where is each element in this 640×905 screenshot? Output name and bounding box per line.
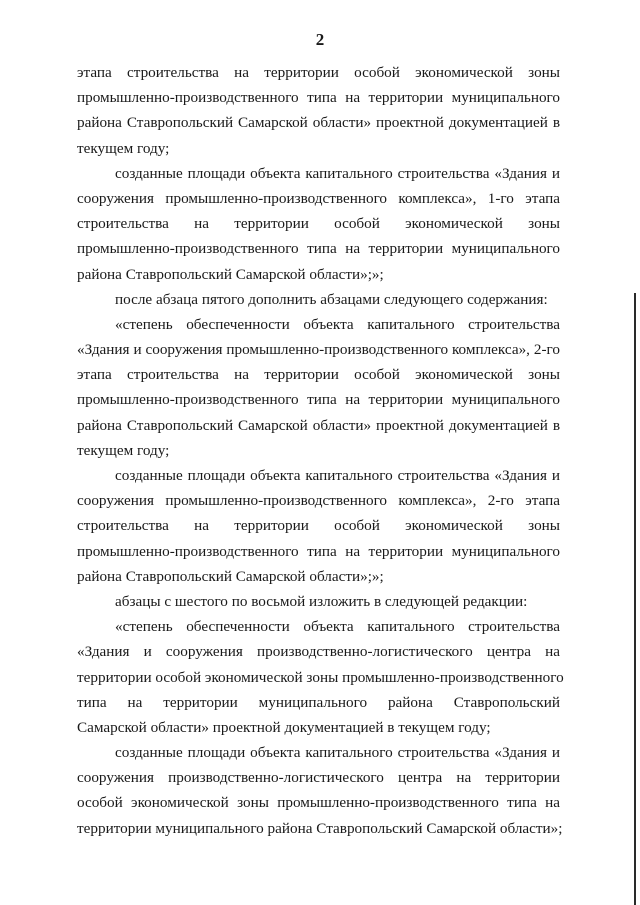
text-line: «Здания и сооружения производственно-логистического центра на [77,643,560,661]
text-line: «степень обеспеченности объекта капитального строительства [115,618,560,636]
text-line: «степень обеспеченности объекта капитального строительства [115,315,560,333]
text-line: промышленно-производственного типа на территории муниципального [77,542,560,560]
text-line: района Ставропольский Самарской области»;»; [77,265,384,283]
text-line: промышленно-производственного типа на территории муниципального [77,391,560,409]
text-line: этапа строительства на территории особой экономической зоны [77,64,560,81]
text-line: созданные площади объекта капитального строительства «Здания и [115,164,560,182]
page-number: 2 [315,30,325,49]
text-line: строительства на территории особой экономической зоны [77,215,560,233]
text-line: текущем году; [77,441,170,459]
text-line: сооружения производственно-логистического центра на территории [77,769,560,787]
text-line: после абзаца пятого дополнить абзацами следующего содержания: [115,290,548,308]
text-line: района Ставропольский Самарской области»;»; [77,567,384,585]
text-line: строительства на территории особой экономической зоны [77,517,560,535]
text-line: района Ставропольский Самарской области» проектной документацией в [77,416,560,434]
text-line: особой экономической зоны промышленно-производственного типа на [77,794,560,812]
document-body [77,60,564,841]
text-line: созданные площади объекта капитального строительства «Здания и [115,467,560,484]
scan-edge-mark [634,293,636,905]
text-line: «Здания и сооружения промышленно-производственного комплекса», 2-го [77,341,560,359]
text-line: Самарской области» проектной документацией в текущем году; [77,718,491,736]
text-line: абзацы с шестого по восьмой изложить в следующей редакции: [115,592,528,610]
text-line: типа на территории муниципального района Ставропольский [77,693,560,711]
text-line: текущем году; [77,139,170,157]
text-line: территории особой экономической зоны промышленно-производственного [77,668,564,686]
text-line: промышленно-производственного типа на территории муниципального [77,240,560,258]
text-line: территории муниципального района Ставропольский Самарской области»; [77,819,563,837]
text-line: района Ставропольский Самарской области» проектной документацией в [77,114,560,132]
text-line: промышленно-производственного типа на территории муниципального [77,89,560,107]
text-line: сооружения промышленно-производственного комплекса», 1-го этапа [77,189,560,207]
text-line: созданные площади объекта капитального строительства «Здания и [115,744,560,762]
text-line: этапа строительства на территории особой экономической зоны [77,366,560,384]
text-line: сооружения промышленно-производственного комплекса», 2-го этапа [77,492,560,510]
